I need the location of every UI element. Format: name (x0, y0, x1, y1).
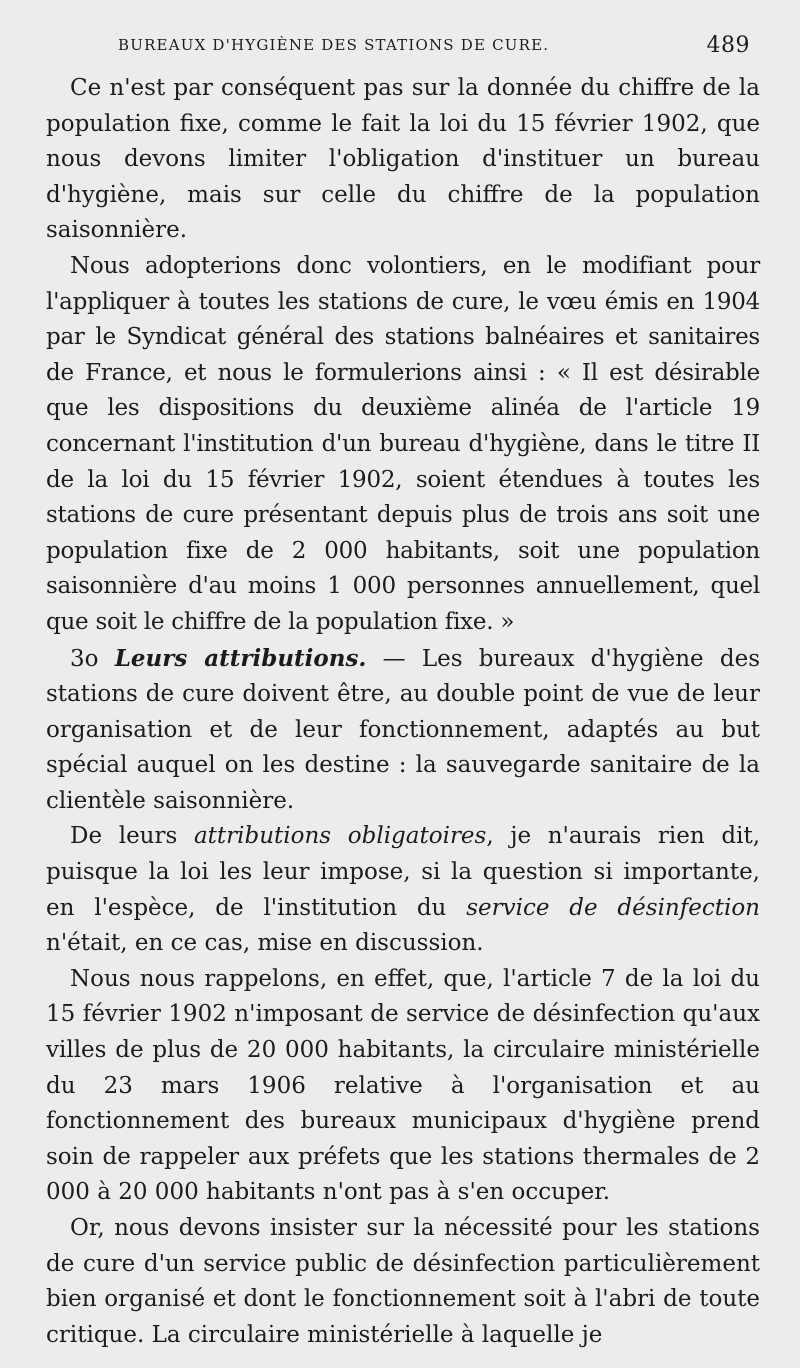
italic-term-desinfection: service de désinfection (466, 894, 760, 921)
paragraph-lead: De leurs (70, 823, 194, 850)
paragraph-attributions-obligatoires (46, 819, 760, 961)
page-number: 489 (706, 33, 750, 58)
paragraph-population-saisonniere: Ce n'est par conséquent pas sur la donnée du chiffre de la population fixe, comme le fait la loi du 15 février 1902, que nous devons limiter l'obligation d'instituer un bureau d'hygiène, mais sur celle du chiffre de la population saisonnière. (46, 75, 760, 244)
paragraph-service-desinfection: Or, nous devons insister sur la nécessité pour les stations de cure d'un service public de désinfection particulièrement bien organisé et dont le fonctionnement soit à l'abri de toute critique. La circulaire ministérielle à laquelle je (46, 1215, 760, 1348)
paragraph-middle: , je n'aurais rien dit, puisque la loi les leur impose, si la question si importante, en l'espèce, de l'institution du (46, 823, 761, 921)
section-text: — Les bureaux d'hygiène des stations de cure doivent être, au double point de vue de leur organisation et de leur fonctionnement, adaptés au but spécial auquel on les destine : la sauvegarde sanitaire de la clientèle saisonnière. (46, 645, 761, 814)
paragraph-tail: n'était, en ce cas, mise en discussion. (46, 930, 484, 957)
running-title: BUREAUX D'HYGIÈNE DES STATIONS DE CURE. (118, 36, 550, 54)
paragraph-circulaire-1906: Nous nous rappelons, en effet, que, l'article 7 de la loi du 15 février 1902 n'imposant de service de désinfection qu'aux villes de plus de 20 000 habitants, la circulaire ministérielle du 23 mars 1906 relative à l'organisation et au fonctionnement des bureaux municipaux d'hygiène prend soin de rappeler aux préfets que les stations thermales de 2 000 à 20 000 habitants n'ont pas à s'en occuper. (46, 965, 760, 1206)
paragraph-attributions (46, 641, 760, 820)
italic-term-attributions: attributions obligatoires (193, 823, 487, 850)
section-heading: Leurs attributions. (114, 644, 367, 672)
paragraph-voeu-syndicat: Nous adopterions donc volontiers, en le modifiant pour l'appliquer à toutes les stations de cure, le vœu émis en 1904 par le Syndicat général des stations balnéaires et sanitaires de France, et nous le formulerions ainsi : « Il est désirable que les dispositions du deuxième alinéa de l'article 19 concernant l'institution d'un bureau d'hygiène, dans le titre II de la loi du 15 février 1902, soient étendues à toutes les stations de cure présentant depuis plus de trois ans soit une population fixe de 2 000 habitants, soit une population saisonnière d'au moins 1 000 personnes annuellement, quel que soit le chiffre de la population fixe. » (46, 252, 760, 635)
page-header (46, 31, 760, 71)
section-number: 3o (70, 645, 99, 672)
body-text (46, 71, 760, 1353)
